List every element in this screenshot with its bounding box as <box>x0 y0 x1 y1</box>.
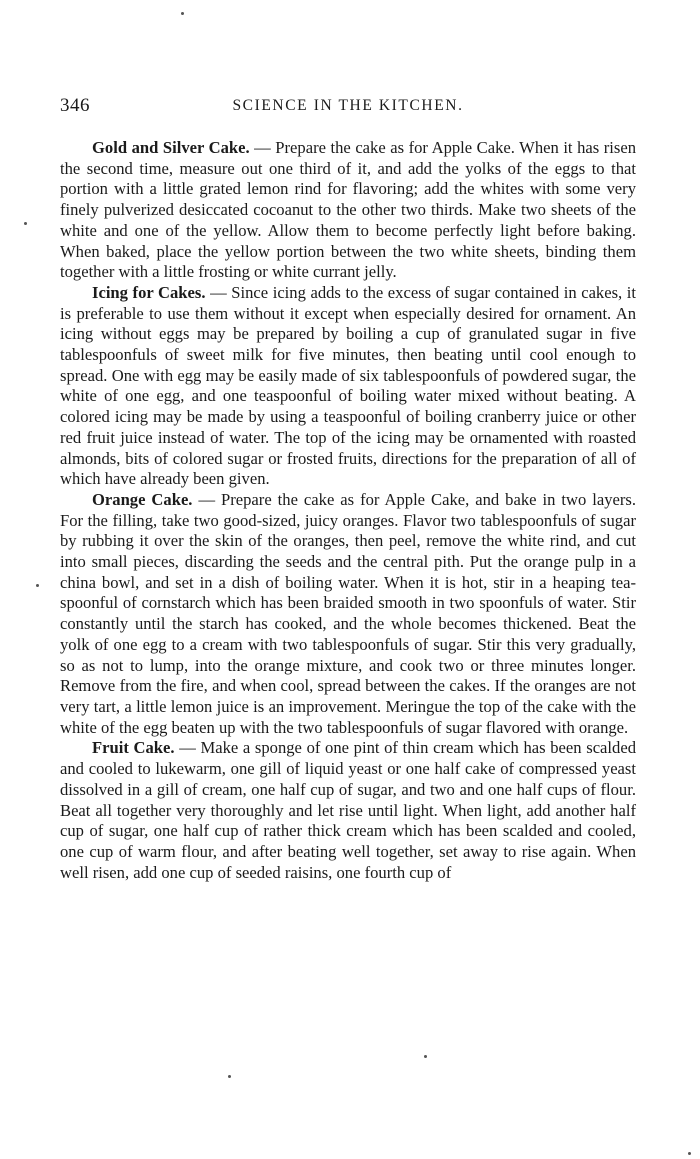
scan-speck <box>24 222 27 225</box>
recipe-orange-cake <box>60 490 636 738</box>
recipe-text: — Make a sponge of one pint of thin cream which has been scalded and cooled to lukewarm, one gill of liquid yeast or one half cake of compressed yeast dissolved in a gill of cream, one half cup of sugar, and two and one half cups of flour. Beat all together very thoroughly and let rise until light. When light, add another half cup of sugar, one half cup of rather thick cream which has been scalded and cooled, one cup of warm flour, and after beating well together, set away to rise again. When well risen, add one cup of seeded raisins, one fourth cup of <box>60 738 636 882</box>
recipe-title: Icing for Cakes. <box>92 282 206 302</box>
recipe-text: — Prepare the cake as for Apple Cake, and bake in two layers. For the filling, take two good-sized, juicy oranges. Flavor two tablespoonfuls of sugar by rubbing it over the skin of the oranges, then peel, remove the white rind, and cut into small pieces, discarding the seeds and the central pith. Put the orange pulp in a china bowl, and set in a dish of boiling water. When it is hot, stir in a heaping teaspoonful of cornstarch which has been braided smooth in two spoonfuls of water. Stir constantly until the starch has cooked, and the whole becomes thickened. Beat the yolk of one egg to a cream with two tablespoonfuls of sugar. Stir this very gradually, so as not to lump, into the orange mixture, and cook two or three minutes longer. Remove from the fire, and when cool, spread between the cakes. If the oranges are not very tart, a little lemon juice is an improvement. Meringue the top of the cake with the white of the egg beaten up with the two tablespoonfuls of sugar flavored with orange. <box>60 489 636 737</box>
scan-speck <box>36 584 39 587</box>
scan-speck <box>228 1075 231 1078</box>
recipe-title: Fruit Cake. <box>92 738 175 758</box>
scan-speck <box>181 12 184 15</box>
recipe-text: — Since icing adds to the excess of sugar contained in cakes, it is preferable to use them without it except when especially desired for ornament. An icing without eggs may be prepared by boiling a cup of granulated sugar in five tablespoonfuls of sweet milk for five minutes, then beating until cool enough to spread. One with egg may be easily made of six tablespoonfuls of powdered sugar, the white of one egg, and one teaspoonful of boiling water mixed without beating. A colored icing may be made by using a teaspoonful of boiling cranberry juice or other red fruit juice instead of water. The top of the icing may be ornamented with roasted almonds, bits of colored sugar or frosted fruits, directions for the preparation of all of which have already been given. <box>60 282 636 489</box>
body-text <box>60 138 636 883</box>
recipe-title: Gold and Silver Cake. <box>92 138 250 157</box>
recipe-text: — Prepare the cake as for Apple Cake. When it has risen the second time, measure out one third of it, and add the yolks of the eggs to that portion with a little grated lemon rind for flavoring; add the whites with some very finely pulverized desiccated cocoanut to the other two thirds. Make two sheets of the white and one of the yellow. Allow them to become perfectly light before baking. When baked, place the yellow portion between the two white sheets, binding them together with a little frosting or white currant jelly. <box>60 138 636 282</box>
recipe-title: Orange Cake. <box>92 489 193 509</box>
recipe-fruit-cake <box>60 738 636 883</box>
recipe-gold-and-silver-cake <box>60 138 636 283</box>
running-head <box>60 95 636 119</box>
running-title: SCIENCE IN THE KITCHEN. <box>232 97 464 114</box>
scan-speck <box>424 1055 427 1058</box>
page-number: 346 <box>60 95 90 116</box>
scan-speck <box>688 1152 691 1155</box>
recipe-icing-for-cakes <box>60 283 636 490</box>
